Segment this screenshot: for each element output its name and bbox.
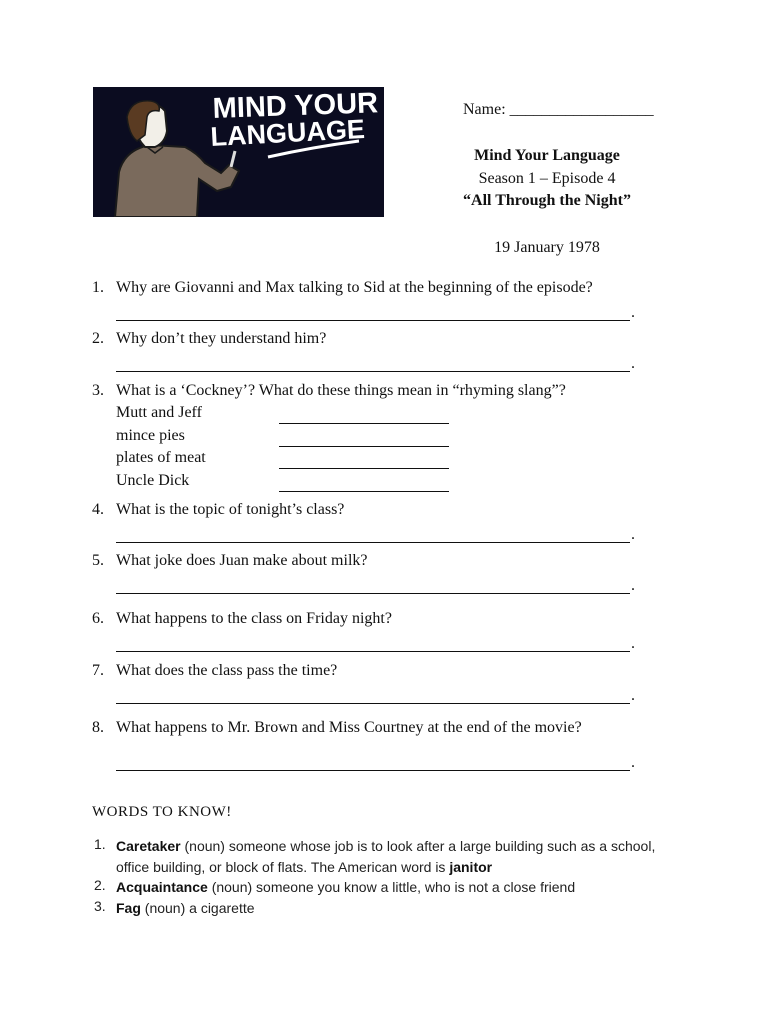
question-text: What does the class pass the time?	[116, 662, 338, 679]
question-number: 2.	[92, 330, 104, 347]
season-episode: Season 1 – Episode 4	[478, 170, 616, 187]
question-number: 5.	[92, 552, 104, 569]
question-text: What happens to Mr. Brown and Miss Courtney at the end of the movie?	[116, 719, 582, 736]
question-text: What happens to the class on Friday night?	[116, 610, 392, 627]
show-logo	[93, 87, 384, 217]
question-number: 6.	[92, 610, 104, 627]
slang-term: Uncle Dick	[116, 472, 190, 489]
answer-period: .	[631, 304, 635, 321]
series-title: Mind Your Language	[474, 147, 620, 164]
question-number: 3.	[92, 382, 104, 399]
answer-period: .	[631, 577, 635, 594]
answer-line[interactable]	[116, 320, 630, 321]
vocab-item	[116, 898, 661, 919]
question-text: Why don’t they understand him?	[116, 330, 327, 347]
vocab-term: Acquaintance	[116, 879, 208, 895]
slang-answer-line[interactable]	[279, 491, 449, 492]
logo-title-line2: LANGUAGE	[209, 113, 366, 152]
answer-period: .	[631, 355, 635, 372]
question-text: Why are Giovanni and Max talking to Sid at the beginning of the episode?	[116, 279, 593, 296]
vocab-definition: (noun) someone whose job is to look after a large building such as a school, office building, or block of flats. The American word is	[116, 838, 656, 875]
vocab-number: 1.	[94, 836, 106, 852]
vocab-number: 3.	[94, 898, 106, 914]
vocab-number: 2.	[94, 877, 106, 893]
vocab-term: janitor	[449, 859, 493, 875]
vocab-definition: (noun) someone you know a little, who is not a close friend	[207, 879, 576, 895]
vocab-definition: (noun) a cigarette	[140, 900, 255, 916]
vocab-item	[116, 877, 661, 898]
answer-line[interactable]	[116, 770, 630, 771]
question-text: What is the topic of tonight’s class?	[116, 501, 345, 518]
episode-title: “All Through the Night”	[463, 192, 631, 209]
answer-period: .	[631, 526, 635, 543]
question-number: 7.	[92, 662, 104, 679]
slang-answer-line[interactable]	[279, 423, 449, 424]
slang-term: Mutt and Jeff	[116, 404, 202, 421]
question-text: What joke does Juan make about milk?	[116, 552, 368, 569]
answer-line[interactable]	[116, 371, 630, 372]
vocab-item	[116, 836, 661, 878]
slang-answer-line[interactable]	[279, 468, 449, 469]
words-to-know-heading: WORDS TO KNOW!	[92, 804, 232, 820]
answer-line[interactable]	[116, 542, 630, 543]
answer-line[interactable]	[116, 593, 630, 594]
slang-term: plates of meat	[116, 449, 206, 466]
answer-line[interactable]	[116, 651, 630, 652]
answer-period: .	[631, 687, 635, 704]
slang-answer-line[interactable]	[279, 446, 449, 447]
answer-period: .	[631, 635, 635, 652]
vocab-term: Fag	[116, 900, 141, 916]
logo-title-line1: MIND YOUR	[212, 87, 379, 125]
air-date: 19 January 1978	[494, 239, 600, 256]
question-number: 1.	[92, 279, 104, 296]
name-field[interactable]: Name: __________________	[463, 101, 654, 118]
vocab-term: Caretaker	[116, 838, 181, 854]
question-number: 4.	[92, 501, 104, 518]
answer-line[interactable]	[116, 703, 630, 704]
question-text: What is a ‘Cockney’? What do these things mean in “rhyming slang”?	[116, 382, 566, 399]
answer-period: .	[631, 754, 635, 771]
slang-term: mince pies	[116, 427, 185, 444]
question-number: 8.	[92, 719, 104, 736]
